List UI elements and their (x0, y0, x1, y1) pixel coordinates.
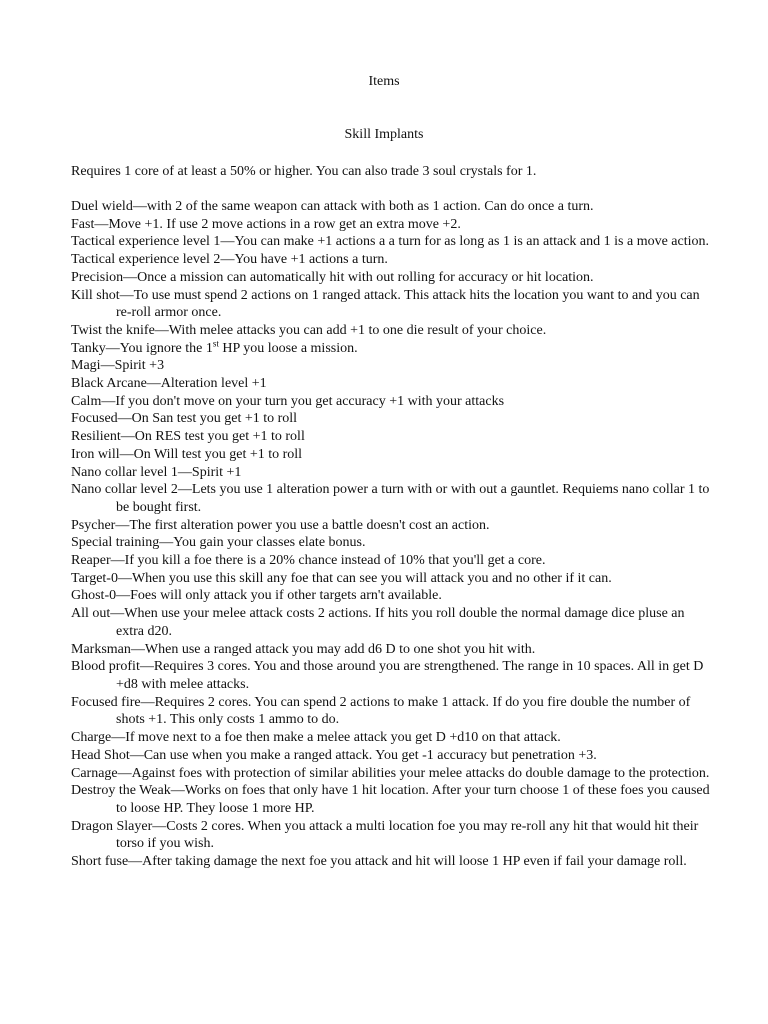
skill-name: All out (71, 606, 111, 622)
skill-name: Kill shot (71, 287, 120, 303)
skill-description: You have +1 actions a turn. (234, 252, 388, 268)
skill-entry: Iron will—On Will test you get +1 to roll (71, 446, 303, 462)
skill-description: Spirit +1 (191, 464, 242, 480)
skill-entry: Tactical experience level 1—You can make +1 actions a a turn for as long as 1 is an attack and 1 is a move action. (71, 234, 710, 250)
skill-description: If move next to a foe then make a melee attack you get D +d10 on that attack. (125, 730, 561, 746)
skill-description: You can make +1 actions a a turn for as long as 1 is an attack and 1 is a move action. (234, 234, 710, 250)
skill-description-part: HP you loose a mission. (218, 340, 358, 356)
skill-description: Can use when you make a ranged attack. You get -1 accuracy but penetration +3. (143, 747, 597, 763)
skill-entry: Short fuse—After taking damage the next foe you attack and hit will loose 1 HP even if fail your damage roll. (71, 854, 687, 870)
skill-name: Head Shot (71, 747, 130, 763)
skill-entry: Twist the knife—With melee attacks you can add +1 to one die result of your choice. (71, 322, 547, 338)
skill-entry: Tactical experience level 2—You have +1 actions a turn. (71, 252, 388, 268)
skill-description: Costs 2 cores. When you attack a multi location foe you may re-roll any hit that would hit their torso if you wish. (116, 818, 699, 852)
skill-entry: Destroy the Weak—Works on foes that only have 1 hit location. After your turn choose 1 of these foes you caused to loose HP. They loose 1 more HP. (71, 783, 710, 816)
skill-entry: Nano collar level 1—Spirit +1 (71, 464, 242, 480)
skill-description: When you use this skill any foe that can see you will attack you and no other if it can. (131, 570, 612, 586)
skill-entry: Focused—On San test you get +1 to roll (71, 411, 298, 427)
skill-description: If you don't move on your turn you get accuracy +1 with your attacks (115, 393, 505, 409)
skill-entry: Calm—If you don't move on your turn you get accuracy +1 with your attacks (71, 393, 505, 409)
skill-entry: Target-0—When you use this skill any foe that can see you will attack you and no other if it can. (71, 570, 612, 586)
skill-name: Focused fire (71, 694, 141, 710)
skill-entry: Charge—If move next to a foe then make a melee attack you get D +d10 on that attack. (71, 730, 561, 746)
skill-name: Ghost-0 (71, 588, 117, 604)
skill-name: Iron will (71, 446, 120, 462)
skill-entry: Reaper—If you kill a foe there is a 20% chance instead of 10% that you'll get a core. (71, 553, 546, 569)
skill-name: Psycher (71, 517, 116, 533)
skill-name: Precision (71, 269, 124, 285)
skill-entry: Black Arcane—Alteration level +1 (71, 376, 267, 392)
skill-entry: Ghost-0—Foes will only attack you if other targets arn't available. (71, 588, 442, 604)
skill-name: Dragon Slayer (71, 818, 153, 834)
skill-entry: All out—When use your melee attack costs 2 actions. If hits you roll double the normal damage dice pluse an extra d20. (71, 606, 685, 639)
skill-name: Tanky (71, 340, 106, 356)
skill-description: Requires 2 cores. You can spend 2 actions to make 1 attack. If do you fire double the number of shots +1. This only costs 1 ammo to do. (116, 694, 691, 728)
skill-description: You gain your classes elate bonus. (173, 535, 366, 551)
skill-description: Against foes with protection of similar abilities your melee attacks do double damage to the protection. (131, 765, 710, 781)
skill-description: When use a ranged attack you may add d6 D to one shot you hit with. (144, 641, 536, 657)
skill-name: Nano collar level 1 (71, 464, 178, 480)
skill-entry: Kill shot—To use must spend 2 actions on 1 ranged attack. This attack hits the location you want to and you can re-roll armor once. (71, 287, 700, 321)
document-title: Items (368, 74, 400, 89)
skill-name: Target-0 (71, 570, 118, 586)
skill-description: Requires 3 cores. You and those around you are strengthened. The range in 10 spaces. All in get D +d8 with melee attacks. (116, 659, 704, 692)
skill-name: Blood profit (71, 659, 140, 675)
intro-paragraph: Requires 1 core of at least a 50% or higher. You can also trade 3 soul crystals for 1. (71, 164, 537, 179)
skill-name: Charge (71, 730, 112, 746)
skill-entry: Tanky—You ignore the 1st HP you loose a mission. (71, 337, 358, 356)
skill-description: On RES test you get +1 to roll (134, 429, 305, 445)
skill-entry: Magi—Spirit +3 (71, 358, 165, 374)
skill-name: Duel wield (71, 199, 133, 214)
skill-name: Carnage (71, 765, 118, 781)
skill-description-part: You ignore the 1 (119, 340, 213, 356)
skill-entry: Fast—Move +1. If use 2 move actions in a row get an extra move +2. (71, 216, 461, 232)
skill-description: Once a mission can automatically hit with out rolling for accuracy or hit location. (137, 269, 594, 285)
skill-entry: Precision—Once a mission can automatically hit with out rolling for accuracy or hit location. (71, 269, 594, 285)
skill-entry: Dragon Slayer—Costs 2 cores. When you attack a multi location foe you may re-roll any hit that would hit their torso if you wish. (71, 818, 699, 852)
skill-entry: Head Shot—Can use when you make a ranged attack. You get -1 accuracy but penetration +3. (71, 747, 597, 763)
skill-description: Alteration level +1 (160, 376, 267, 392)
skill-description: With melee attacks you can add +1 to one die result of your choice. (168, 322, 547, 338)
skill-description: The first alteration power you use a battle doesn't cost an action. (129, 517, 490, 533)
skill-name: Black Arcane (71, 376, 147, 392)
section-title: Skill Implants (344, 127, 424, 142)
ordinal-suffix: st (212, 337, 219, 348)
skill-description: Foes will only attack you if other targets arn't available. (130, 588, 442, 604)
skill-description: If you kill a foe there is a 20% chance instead of 10% that you'll get a core. (124, 553, 546, 569)
skill-description: To use must spend 2 actions on 1 ranged attack. This attack hits the location you want to and you can re-roll armor once. (116, 287, 700, 321)
skill-description: On Will test you get +1 to roll (133, 446, 303, 462)
skill-name: Magi (71, 358, 101, 374)
skill-entry: Duel wield—with 2 of the same weapon can attack with both as 1 action. Can do once a turn. (71, 199, 594, 214)
skill-entry: Focused fire—Requires 2 cores. You can spend 2 actions to make 1 attack. If do you fire double the number of shots +1. This only costs 1 ammo to do. (71, 694, 691, 728)
skill-description: After taking damage the next foe you attack and hit will loose 1 HP even if fail your damage roll. (142, 854, 687, 870)
skill-description: Lets you use 1 alteration power a turn with or with out a gauntlet. Requiems nano collar 1 to be bought first. (116, 482, 710, 515)
skill-entry: Nano collar level 2—Lets you use 1 alteration power a turn with or with out a gauntlet. Requiems nano collar 1 to be bought first. (71, 482, 710, 515)
skill-description: When use your melee attack costs 2 actions. If hits you roll double the normal damage dice pluse an extra d20. (116, 606, 685, 639)
skill-name: Special training (71, 535, 160, 551)
skill-entry: Blood profit—Requires 3 cores. You and those around you are strengthened. The range in 10 spaces. All in get D +d8 with melee attacks. (71, 659, 704, 692)
skill-description: Spirit +3 (114, 358, 165, 374)
skill-name: Resilient (71, 429, 121, 445)
skill-description: Works on foes that only have 1 hit location. After your turn choose 1 of these foes you caused to loose HP. They loose 1 more HP. (116, 783, 710, 816)
skill-name: Focused (71, 411, 118, 427)
skill-description (119, 337, 358, 356)
skill-name: Reaper (71, 553, 111, 569)
skill-entry: Resilient—On RES test you get +1 to roll (71, 429, 305, 445)
skill-name: Tactical experience level 1 (71, 234, 221, 250)
skill-entry: Psycher—The first alteration power you use a battle doesn't cost an action. (71, 517, 490, 533)
skill-description: On San test you get +1 to roll (131, 411, 298, 427)
skill-name: Tactical experience level 2 (71, 252, 221, 268)
skill-list (71, 198, 711, 871)
skill-entry: Marksman—When use a ranged attack you may add d6 D to one shot you hit with. (71, 641, 536, 657)
skill-description: Move +1. If use 2 move actions in a row get an extra move +2. (108, 216, 461, 232)
skill-entry: Carnage—Against foes with protection of similar abilities your melee attacks do double damage to the protection. (71, 765, 710, 781)
skill-name: Twist the knife (71, 322, 155, 338)
skill-name: Fast (71, 216, 95, 232)
skill-name: Destroy the Weak (71, 783, 171, 799)
skill-name: Short fuse (71, 854, 129, 870)
skill-description: with 2 of the same weapon can attack with both as 1 action. Can do once a turn. (146, 199, 594, 214)
skill-name: Calm (71, 393, 102, 409)
skill-name: Marksman (71, 641, 131, 657)
skill-name: Nano collar level 2 (71, 482, 178, 498)
skill-entry: Special training—You gain your classes elate bonus. (71, 535, 366, 551)
